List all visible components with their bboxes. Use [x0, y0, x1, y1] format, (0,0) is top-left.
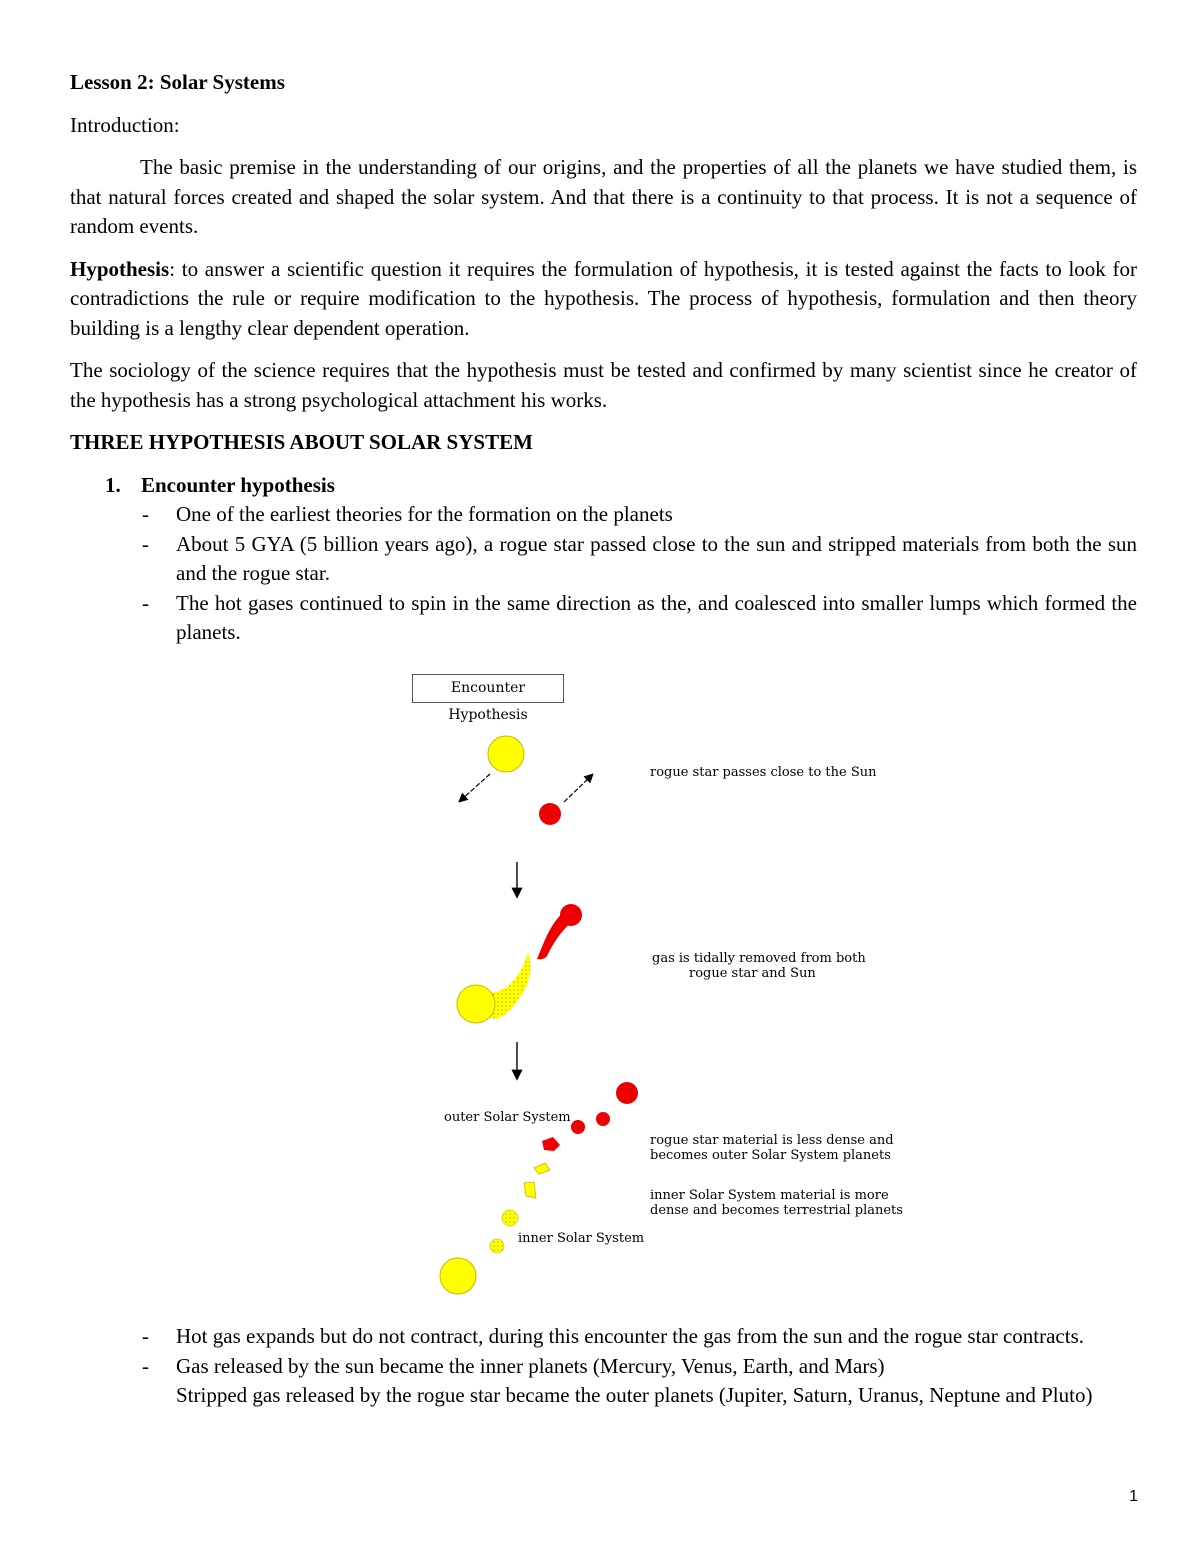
- label-rogue-passes: rogue star passes close to the Sun: [650, 765, 877, 780]
- figure-title-box: Encounter Hypothesis: [412, 674, 564, 703]
- sun-motion-arrow: [460, 774, 490, 801]
- list-item: [70, 1352, 1137, 1411]
- outer-planet-4: [542, 1137, 560, 1151]
- dash-marker: -: [142, 1324, 149, 1348]
- label-inner-solar-system: inner Solar System: [518, 1231, 645, 1246]
- document-body: [70, 68, 1137, 648]
- inner-planet-1: [534, 1163, 550, 1174]
- intro-paragraph: The basic premise in the understanding of our origins, and the properties of all the planets we have studied them, is that natural forces created and shaped the solar system. And that there is a continuity to that process. It is not a sequence of random events.: [70, 155, 1137, 238]
- dash-marker: -: [142, 502, 149, 526]
- item1-heading: [70, 471, 1137, 501]
- dash-marker: -: [142, 531, 149, 556]
- label-outer-solar-system: outer Solar System: [444, 1110, 571, 1125]
- hypothesis-text: : to answer a scientific question it requires the formulation of hypothesis, it is tested against the facts to look for contradictions the rule or require modification to the hypothesis. The process of hypothesis, formulation and then theory building is a lengthy clear dependent operation.: [70, 256, 1137, 340]
- inner-planet-2: [524, 1182, 536, 1198]
- item1-number: 1.: [105, 472, 121, 497]
- inner-planet-3: [502, 1210, 518, 1226]
- outer-planet-3: [571, 1120, 585, 1134]
- intro-label: Introduction:: [70, 112, 180, 137]
- hypothesis-paragraph: [70, 255, 1137, 344]
- sun-circle: [488, 736, 524, 772]
- encounter-hypothesis-figure: [400, 668, 920, 1308]
- label-rogue-material-1: rogue star material is less dense and: [650, 1133, 894, 1148]
- bullet-text: Gas released by the sun became the inner planets (Mercury, Venus, Earth, and Mars): [176, 1353, 885, 1378]
- label-tidal-line-2: rogue star and Sun: [689, 966, 816, 981]
- label-inner-material-2: dense and becomes terrestrial planets: [650, 1203, 903, 1218]
- item1-heading-text: Encounter hypothesis: [141, 472, 335, 497]
- rogue-star-stretched: [560, 904, 582, 926]
- dash-marker: -: [142, 1353, 149, 1378]
- hypothesis-term: Hypothesis: [70, 256, 170, 281]
- inner-planet-4: [490, 1239, 504, 1253]
- bullet-text: About 5 GYA (5 billion years ago), a rogue star passed close to the sun and stripped materials from both the sun and the rogue star.: [176, 531, 1137, 585]
- item1-bullet-list-after: [70, 1322, 1137, 1411]
- bullet-text: One of the earliest theories for the formation on the planets: [176, 502, 673, 526]
- label-rogue-material-2: becomes outer Solar System planets: [650, 1148, 891, 1163]
- page-number: 1: [1129, 1488, 1138, 1505]
- list-item: [70, 530, 1137, 589]
- list-item: [70, 500, 1137, 530]
- label-inner-material-1: inner Solar System material is more: [650, 1188, 889, 1203]
- bullet-continuation-text: Stripped gas released by the rogue star became the outer planets (Jupiter, Saturn, Uranus, Neptune and Pluto): [176, 1383, 1093, 1407]
- bullet-text: The hot gases continued to spin in the same direction as the, and coalesced into smaller lumps which formed the planets.: [176, 590, 1137, 644]
- sociology-paragraph: The sociology of the science requires that the hypothesis must be tested and confirmed by many scientist since he creator of the hypothesis has a strong psychological attachment his works.: [70, 358, 1137, 412]
- bullet-text: Hot gas expands but do not contract, during this encounter the gas from the sun and the rogue star contracts.: [176, 1324, 1085, 1348]
- sun-stretched: [457, 985, 495, 1023]
- sun-final: [440, 1258, 476, 1294]
- outer-planet-1: [616, 1082, 638, 1104]
- list-item: [70, 1322, 1137, 1352]
- item1-continued: [70, 1322, 1137, 1411]
- rogue-motion-arrow: [564, 775, 592, 802]
- list-item: [70, 589, 1137, 648]
- label-tidal-line-1: gas is tidally removed from both: [652, 951, 866, 966]
- dash-marker: -: [142, 590, 149, 615]
- section-heading: THREE HYPOTHESIS ABOUT SOLAR SYSTEM: [70, 430, 533, 454]
- rogue-star-circle: [539, 803, 561, 825]
- page-title: Lesson 2: Solar Systems: [70, 70, 285, 94]
- outer-planet-2: [596, 1112, 610, 1126]
- item1-bullet-list: [70, 500, 1137, 648]
